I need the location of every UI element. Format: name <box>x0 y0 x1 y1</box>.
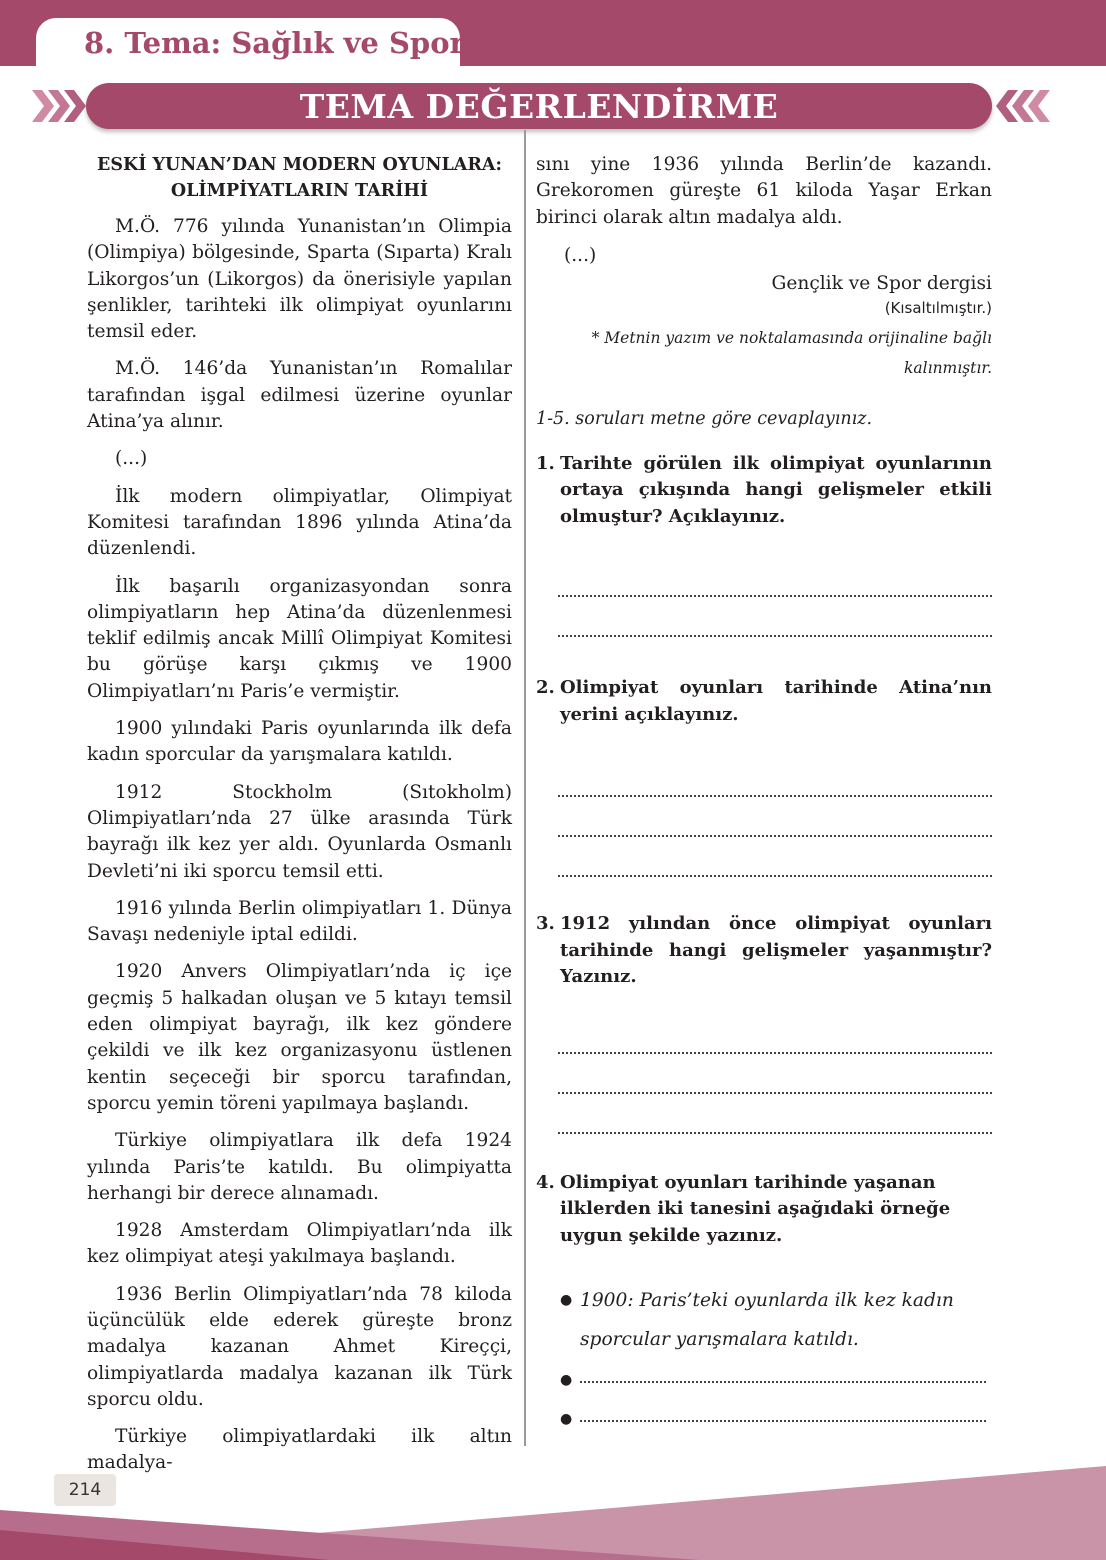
article-paragraph: İlk başarılı organizasyondan sonra olimpiyatların hep Atina’da düzenlenmesi teklif edilmiş ancak Millî Olimpiyat Komitesi bu görüşe karşı çıkmış ve 1900 Olimpiyatları’nı Paris’e vermiştir. <box>87 575 512 702</box>
question-3 <box>536 911 992 991</box>
question-text: 1912 yılından önce olimpiyat oyunları tarihinde hangi gelişmeler yaşanmıştır? Yazınız. <box>560 913 992 988</box>
article-abridged-note: (Kısaltılmıştır.) <box>884 298 992 317</box>
bullet-icon: ● <box>560 1411 573 1428</box>
questions-instruction: 1-5. soruları metne göre cevaplayınız. <box>536 408 873 429</box>
question-text: Olimpiyat oyunları tarihinde Atina’nın yerini açıklayınız. <box>560 677 992 725</box>
article-paragraph: İlk modern olimpiyatlar, Olimpiyat Komitesi tarafından 1896 yılında Atina’da düzenlendi. <box>87 485 512 560</box>
question-4 <box>536 1170 992 1250</box>
article-paragraph: 1920 Anvers Olimpiyatları’nda iç içe geçmiş 5 halkadan oluşan ve 5 kıtayı temsil eden olimpiyat bayrağı, ilk kez göndere çekildi ve ilk kez organizasyonu üstlenen kentin seçeceği bir sporcu tarafından, sporcu yemin töreni yapılmaya başlandı. <box>87 961 512 1114</box>
article-paragraph: Türkiye olimpiyatlardaki ilk altın madalya- <box>87 1426 512 1474</box>
article-paragraph: 1936 Berlin Olimpiyatları’nda 78 kiloda üçüncülük elde ederek güreşte bronz madalya kazanan Ahmet Kireççi, olimpiyatlarda madalya kazanan ilk Türk sporcu oldu. <box>87 1283 512 1410</box>
article-paragraph: 1928 Amsterdam Olimpiyatları’nda ilk kez olimpiyat ateşi yakılmaya başlandı. <box>87 1220 512 1268</box>
question-number: 2. <box>536 677 555 699</box>
column-divider <box>524 130 526 1446</box>
question-number: 1. <box>536 452 555 474</box>
banner-right-ornament <box>986 84 1052 128</box>
answer-line[interactable] <box>580 1400 986 1422</box>
answer-line[interactable] <box>558 634 992 637</box>
theme-title: 8. Tema: Sağlık ve Spor <box>84 26 465 60</box>
answer-line[interactable] <box>580 1361 986 1383</box>
article-title: ESKİ YUNAN’DAN MODERN OYUNLARA: OLİMPİYATLARIN TARİHİ <box>97 155 502 201</box>
answer-line[interactable] <box>558 834 992 837</box>
answer-line[interactable] <box>558 1131 992 1134</box>
answer-line[interactable] <box>558 594 992 597</box>
article-paragraph: (...) <box>115 448 148 470</box>
question-number: 4. <box>536 1171 555 1193</box>
article-paragraph: 1912 Stockholm (Sıtokholm) Olimpiyatları’nda 27 ülke arasında Türk bayrağı ilk kez yer aldı. Oyunlarda Osmanlı Devleti’ni iki sporcu temsil etti. <box>87 781 512 882</box>
answer-line[interactable] <box>558 1091 992 1094</box>
article-paragraph: 1916 yılında Berlin olimpiyatları 1. Dünya Savaşı nedeniyle iptal edildi. <box>87 897 512 946</box>
article-ellipsis: (...) <box>564 244 597 266</box>
article-spelling-note: * Metnin yazım ve noktalamasında orijinaline bağlı kalınmıştır. <box>591 328 992 377</box>
bullet-icon: ● <box>560 1292 573 1309</box>
question-2 <box>536 675 992 728</box>
answer-bullet <box>536 1400 992 1439</box>
article-source: Gençlik ve Spor dergisi <box>771 272 992 294</box>
article-paragraph: M.Ö. 146’da Yunanistan’ın Romalılar tarafından işgal edilmesi üzerine oyunlar Atina’ya alınır. <box>87 358 512 433</box>
article-paragraph: M.Ö. 776 yılında Yunanistan’ın Olimpia (Olimpiya) bölgesinde, Sparta (Sıparta) Kralı Likorgos’un (Likorgos) da önerisiyle yapılan şenlikler, tarihteki ilk olimpiyat oyunlarını temsil eder. <box>87 216 512 343</box>
question-text: Tarihte görülen ilk olimpiyat oyunlarının ortaya çıkışında hangi gelişmeler etkili olmuştur? Açıklayınız. <box>560 452 992 527</box>
answer-line[interactable] <box>558 874 992 877</box>
article-continuation: sını yine 1936 yılında Berlin’de kazandı. Grekoromen güreşte 61 kiloda Yaşar Erkan birinci olarak altın madalya aldı. <box>536 154 992 228</box>
example-bullet <box>536 1281 992 1359</box>
question-1 <box>536 451 992 531</box>
article-paragraph: Türkiye olimpiyatlara ilk defa 1924 yılında Paris’te katıldı. Bu olimpiyatta herhangi bir derece alınamadı. <box>87 1130 512 1204</box>
article-column <box>87 152 512 1477</box>
section-banner <box>86 83 992 129</box>
answer-bullet <box>536 1361 992 1400</box>
section-title: TEMA DEĞERLENDİRME <box>299 87 779 126</box>
bullet-icon: ● <box>560 1372 573 1389</box>
answer-line[interactable] <box>558 1051 992 1054</box>
footer-decoration <box>0 1440 1106 1560</box>
page-number: 214 <box>54 1474 116 1506</box>
question-text: Olimpiyat oyunları tarihinde yaşanan ilklerden iki tanesini aşağıdaki örneğe uygun şekilde yazınız. <box>560 1171 951 1246</box>
questions-column <box>536 152 992 1439</box>
example-answer: 1900: Paris’teki oyunlarda ilk kez kadın sporcular yarışmalara katıldı. <box>580 1290 954 1351</box>
article-paragraph: 1900 yılındaki Paris oyunlarında ilk defa kadın sporcular da yarışmalara katıldı. <box>87 718 512 766</box>
question-number: 3. <box>536 913 555 935</box>
answer-line[interactable] <box>558 794 992 797</box>
